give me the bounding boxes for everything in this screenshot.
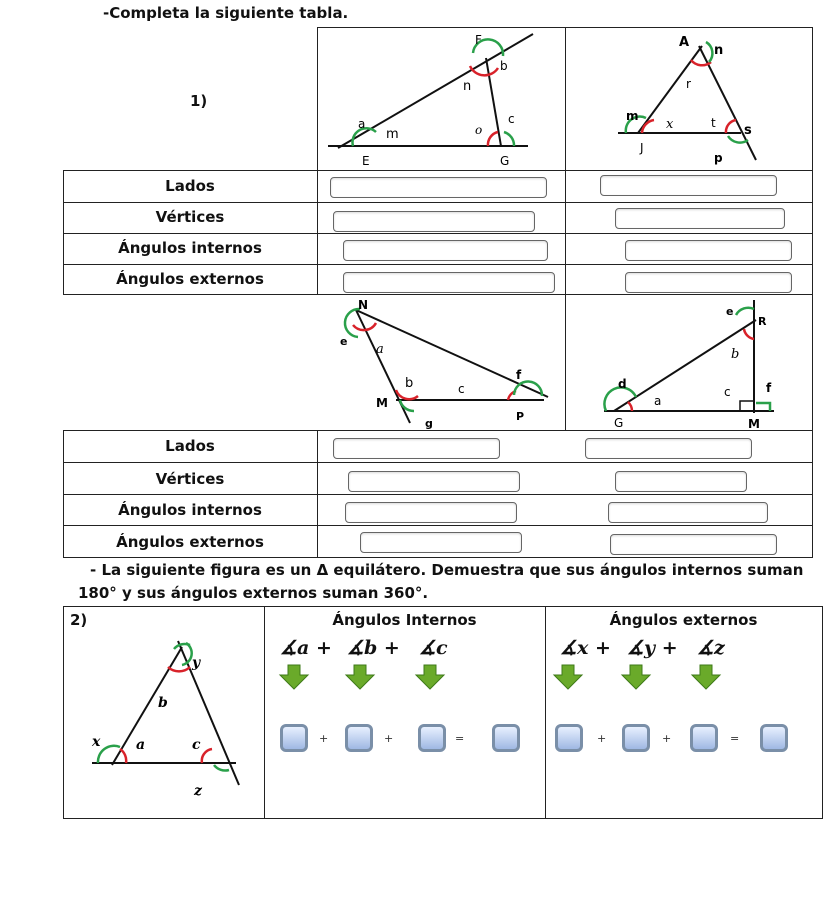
answer-box-lados-1[interactable] <box>330 177 547 198</box>
angle-label: e <box>340 335 348 348</box>
operator-plus: + <box>319 732 329 745</box>
answer-box-externos-2[interactable] <box>625 272 792 293</box>
answer-box-vertices-1[interactable] <box>333 211 535 232</box>
blue-answer-square[interactable] <box>280 724 308 752</box>
angle-label: e <box>726 305 734 318</box>
table-line <box>822 606 823 818</box>
answer-box-vertices-3[interactable] <box>348 471 520 492</box>
equilateral-triangle-figure <box>64 625 264 805</box>
table-line <box>545 606 546 818</box>
table-line <box>63 264 813 265</box>
angle-label: r <box>686 77 691 91</box>
operator-plus: + <box>384 732 394 745</box>
answer-box-internos-1[interactable] <box>343 240 548 261</box>
vertex-label: P <box>516 410 525 423</box>
angle-label: b <box>405 376 414 391</box>
angle-label: a <box>376 342 384 357</box>
expr-y: ∡y + <box>627 637 678 659</box>
table-line <box>63 818 823 819</box>
table-line <box>63 462 813 463</box>
blue-answer-square[interactable] <box>690 724 718 752</box>
table-line <box>63 525 813 526</box>
expr-b: ∡b + <box>347 637 400 659</box>
vertex-label: E <box>362 154 370 168</box>
angle-label: a <box>358 117 366 131</box>
answer-box-internos-2[interactable] <box>625 240 792 261</box>
angle-label: c <box>508 112 515 126</box>
answer-box-externos-1[interactable] <box>343 272 555 293</box>
triangle-figure-3 <box>318 295 565 430</box>
angle-label: c <box>192 737 201 753</box>
blue-answer-square[interactable] <box>555 724 583 752</box>
angle-label: d <box>618 377 627 391</box>
angle-label: f <box>516 368 522 382</box>
section2-number: 2) <box>70 611 88 629</box>
externos-header: Ángulos externos <box>609 611 758 629</box>
row-label-angulos-internos: Ángulos internos <box>118 239 262 257</box>
triangle-figure-4 <box>566 295 812 430</box>
operator-plus: + <box>662 732 672 745</box>
side-label: p <box>714 151 723 165</box>
angle-label: b <box>158 695 168 711</box>
angle-label: n <box>463 79 472 94</box>
row-label-lados: Lados <box>165 177 215 195</box>
blue-answer-square[interactable] <box>418 724 446 752</box>
angle-label: z <box>194 783 202 799</box>
statement-line-1: - La siguiente figura es un Δ equilátero. Demuestra que sus ángulos internos suman <box>90 561 804 579</box>
answer-box-internos-3[interactable] <box>345 502 517 523</box>
expr-z: ∡z <box>697 637 725 659</box>
blue-answer-square[interactable] <box>760 724 788 752</box>
table-line <box>63 233 813 234</box>
answer-box-vertices-4[interactable] <box>615 471 747 492</box>
arrow-down-icon <box>622 665 650 689</box>
table-line <box>264 606 265 818</box>
row-label-lados: Lados <box>165 437 215 455</box>
section1-number: 1) <box>190 92 208 110</box>
angle-label: f <box>766 381 772 395</box>
answer-box-lados-3[interactable] <box>333 438 500 459</box>
angle-label: a <box>136 737 146 753</box>
table-line <box>63 494 813 495</box>
angle-label: y <box>192 655 201 671</box>
internos-header: Ángulos Internos <box>332 611 477 629</box>
angle-label: c <box>724 385 731 399</box>
answer-box-lados-2[interactable] <box>600 175 777 196</box>
vertex-label: A <box>679 35 690 50</box>
blue-answer-square[interactable] <box>492 724 520 752</box>
angle-label: b <box>731 347 740 362</box>
table-line <box>63 557 813 558</box>
angle-label: a <box>654 394 662 408</box>
arrow-down-icon <box>280 665 308 689</box>
answer-box-internos-4[interactable] <box>608 502 768 523</box>
expr-a: ∡a + <box>280 637 332 659</box>
angle-label: n <box>714 43 724 58</box>
operator-plus: + <box>597 732 607 745</box>
operator-equals: = <box>730 732 740 745</box>
operator-equals: = <box>455 732 465 745</box>
triangle-figure-1 <box>318 28 565 170</box>
statement-line-2: 180° y sus ángulos externos suman 360°. <box>78 584 429 602</box>
table-line <box>812 27 813 557</box>
vertex-label: R <box>758 315 767 328</box>
row-label-vertices: Vértices <box>155 470 225 488</box>
answer-box-externos-3[interactable] <box>360 532 522 553</box>
expr-c: ∡c <box>419 637 448 659</box>
arrow-down-icon <box>346 665 374 689</box>
instruction-title: -Completa la siguiente tabla. <box>103 4 349 22</box>
blue-answer-square[interactable] <box>345 724 373 752</box>
angle-label: x <box>92 734 101 750</box>
vertex-label: J <box>640 141 644 155</box>
arrow-down-icon <box>416 665 444 689</box>
vertex-label: N <box>358 298 369 312</box>
angle-label: g <box>425 417 433 430</box>
table-line <box>63 202 813 203</box>
vertex-label: G <box>500 154 510 168</box>
angle-label: t <box>711 116 716 130</box>
angle-label: o <box>475 123 483 137</box>
angle-label: b <box>500 59 508 73</box>
arrows-row <box>264 663 822 693</box>
row-label-vertices: Vértices <box>155 208 225 226</box>
row-label-angulos-internos: Ángulos internos <box>118 501 262 519</box>
answer-box-vertices-2[interactable] <box>615 208 785 229</box>
row-label-angulos-externos: Ángulos externos <box>116 533 264 551</box>
table-line <box>63 606 823 607</box>
blue-answer-square[interactable] <box>622 724 650 752</box>
table-line <box>63 430 813 431</box>
arrow-down-icon <box>692 665 720 689</box>
angle-label: m <box>386 127 399 142</box>
table-line <box>63 170 813 171</box>
vertex-label: F <box>475 33 482 47</box>
angle-label: x <box>666 117 674 132</box>
angle-label: s <box>744 123 752 138</box>
angle-label: c <box>458 382 465 396</box>
triangle-figure-2 <box>566 28 812 170</box>
vertex-label: G <box>614 416 624 430</box>
answer-box-lados-4[interactable] <box>585 438 752 459</box>
arrow-down-icon <box>554 665 582 689</box>
expr-x: ∡x + <box>560 637 611 659</box>
vertex-label: M <box>376 396 388 410</box>
vertex-label: M <box>748 417 760 430</box>
angle-label: m <box>626 109 639 123</box>
answer-box-externos-4[interactable] <box>610 534 777 555</box>
row-label-angulos-externos: Ángulos externos <box>116 270 264 288</box>
